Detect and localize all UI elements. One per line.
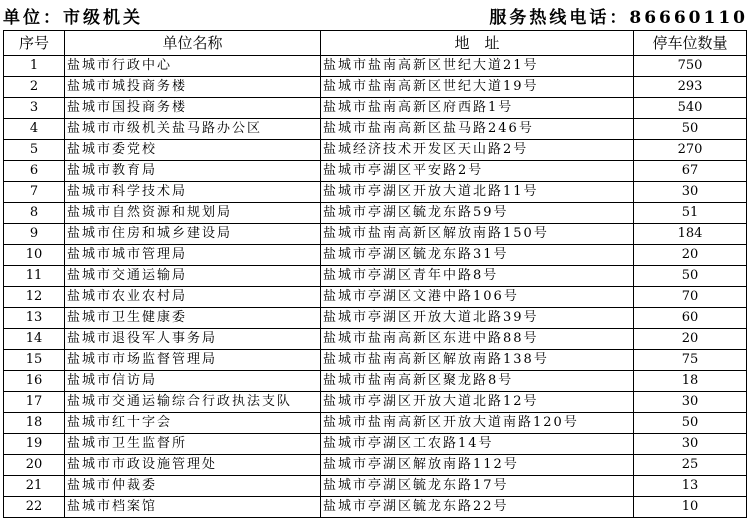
cell-address: 盐城市亭湖区文港中路106号: [321, 287, 634, 308]
hotline-heading: [489, 3, 748, 28]
cell-address: 盐城市盐南高新区盐马路246号: [321, 119, 634, 140]
cell-address: 盐城市盐南高新区解放南路150号: [321, 224, 634, 245]
table-body: [4, 56, 747, 518]
table-row: [4, 140, 747, 161]
page-header: [0, 0, 750, 30]
cell-no: 16: [4, 371, 65, 392]
cell-count: 18: [634, 371, 747, 392]
cell-name: 盐城市退役军人事务局: [65, 329, 321, 350]
cell-address: 盐城经济技术开发区天山路2号: [321, 140, 634, 161]
cell-address: 盐城市亭湖区毓龙东路31号: [321, 245, 634, 266]
col-header-name: 单位名称: [65, 31, 321, 56]
table-row: [4, 497, 747, 518]
table-row: [4, 245, 747, 266]
unit-value: 市级机关: [63, 8, 143, 28]
table-row: [4, 413, 747, 434]
table-row: [4, 476, 747, 497]
unit-label: 单位：: [3, 8, 63, 28]
cell-name: 盐城市行政中心: [65, 56, 321, 77]
cell-count: 184: [634, 224, 747, 245]
cell-no: 14: [4, 329, 65, 350]
hotline-value: 86660110: [629, 8, 748, 28]
table-row: [4, 371, 747, 392]
cell-count: 20: [634, 245, 747, 266]
table-row: [4, 77, 747, 98]
cell-count: 270: [634, 140, 747, 161]
cell-name: 盐城市委党校: [65, 140, 321, 161]
table-row: [4, 98, 747, 119]
cell-address: 盐城市盐南高新区解放南路138号: [321, 350, 634, 371]
cell-count: 30: [634, 182, 747, 203]
cell-address: 盐城市亭湖区开放大道北路39号: [321, 308, 634, 329]
cell-no: 4: [4, 119, 65, 140]
cell-no: 6: [4, 161, 65, 182]
cell-address: 盐城市亭湖区开放大道北路12号: [321, 392, 634, 413]
cell-address: 盐城市亭湖区工农路14号: [321, 434, 634, 455]
cell-name: 盐城市农业农村局: [65, 287, 321, 308]
unit-heading: [3, 3, 143, 28]
cell-no: 3: [4, 98, 65, 119]
table-row: [4, 266, 747, 287]
cell-name: 盐城市城市管理局: [65, 245, 321, 266]
cell-no: 1: [4, 56, 65, 77]
cell-address: 盐城市盐南高新区府西路1号: [321, 98, 634, 119]
table-header-row: [4, 31, 747, 56]
cell-no: 5: [4, 140, 65, 161]
cell-count: 50: [634, 119, 747, 140]
cell-count: 293: [634, 77, 747, 98]
cell-no: 8: [4, 203, 65, 224]
cell-name: 盐城市市级机关盐马路办公区: [65, 119, 321, 140]
col-header-no: 序号: [4, 31, 65, 56]
cell-address: 盐城市盐南高新区东进中路88号: [321, 329, 634, 350]
cell-no: 21: [4, 476, 65, 497]
cell-no: 10: [4, 245, 65, 266]
table-row: [4, 350, 747, 371]
cell-count: 70: [634, 287, 747, 308]
cell-name: 盐城市卫生监督所: [65, 434, 321, 455]
cell-no: 17: [4, 392, 65, 413]
col-header-address: 地 址: [321, 31, 634, 56]
cell-address: 盐城市盐南高新区世纪大道21号: [321, 56, 634, 77]
cell-count: 13: [634, 476, 747, 497]
cell-count: 51: [634, 203, 747, 224]
cell-address: 盐城市亭湖区青年中路8号: [321, 266, 634, 287]
table-row: [4, 329, 747, 350]
cell-no: 7: [4, 182, 65, 203]
cell-address: 盐城市盐南高新区聚龙路8号: [321, 371, 634, 392]
table-row: [4, 392, 747, 413]
cell-name: 盐城市红十字会: [65, 413, 321, 434]
cell-name: 盐城市卫生健康委: [65, 308, 321, 329]
cell-name: 盐城市仲裁委: [65, 476, 321, 497]
cell-count: 20: [634, 329, 747, 350]
cell-no: 2: [4, 77, 65, 98]
cell-address: 盐城市亭湖区毓龙东路17号: [321, 476, 634, 497]
cell-no: 22: [4, 497, 65, 518]
cell-name: 盐城市市场监督管理局: [65, 350, 321, 371]
cell-no: 11: [4, 266, 65, 287]
table-row: [4, 182, 747, 203]
cell-no: 19: [4, 434, 65, 455]
cell-address: 盐城市盐南高新区世纪大道19号: [321, 77, 634, 98]
col-header-count: 停车位数量: [634, 31, 747, 56]
cell-count: 67: [634, 161, 747, 182]
table-row: [4, 56, 747, 77]
cell-no: 18: [4, 413, 65, 434]
table-row: [4, 119, 747, 140]
parking-table: [3, 30, 747, 518]
cell-name: 盐城市住房和城乡建设局: [65, 224, 321, 245]
cell-name: 盐城市城投商务楼: [65, 77, 321, 98]
cell-count: 30: [634, 392, 747, 413]
cell-name: 盐城市国投商务楼: [65, 98, 321, 119]
cell-no: 13: [4, 308, 65, 329]
cell-name: 盐城市科学技术局: [65, 182, 321, 203]
cell-name: 盐城市交通运输综合行政执法支队: [65, 392, 321, 413]
cell-name: 盐城市自然资源和规划局: [65, 203, 321, 224]
cell-address: 盐城市盐南高新区开放大道南路120号: [321, 413, 634, 434]
cell-name: 盐城市档案馆: [65, 497, 321, 518]
table-row: [4, 287, 747, 308]
cell-address: 盐城市亭湖区毓龙东路22号: [321, 497, 634, 518]
cell-name: 盐城市信访局: [65, 371, 321, 392]
cell-no: 9: [4, 224, 65, 245]
cell-no: 12: [4, 287, 65, 308]
cell-count: 60: [634, 308, 747, 329]
cell-name: 盐城市市政设施管理处: [65, 455, 321, 476]
table-row: [4, 434, 747, 455]
cell-address: 盐城市亭湖区毓龙东路59号: [321, 203, 634, 224]
cell-count: 750: [634, 56, 747, 77]
cell-count: 25: [634, 455, 747, 476]
hotline-label: 服务热线电话：: [489, 8, 630, 28]
cell-no: 15: [4, 350, 65, 371]
cell-address: 盐城市亭湖区开放大道北路11号: [321, 182, 634, 203]
cell-address: 盐城市亭湖区解放南路112号: [321, 455, 634, 476]
cell-count: 50: [634, 266, 747, 287]
cell-address: 盐城市亭湖区平安路2号: [321, 161, 634, 182]
table-row: [4, 161, 747, 182]
cell-count: 540: [634, 98, 747, 119]
cell-count: 50: [634, 413, 747, 434]
cell-name: 盐城市教育局: [65, 161, 321, 182]
table-row: [4, 455, 747, 476]
cell-no: 20: [4, 455, 65, 476]
cell-count: 10: [634, 497, 747, 518]
table-row: [4, 308, 747, 329]
table-row: [4, 224, 747, 245]
cell-count: 75: [634, 350, 747, 371]
cell-name: 盐城市交通运输局: [65, 266, 321, 287]
cell-count: 30: [634, 434, 747, 455]
table-row: [4, 203, 747, 224]
